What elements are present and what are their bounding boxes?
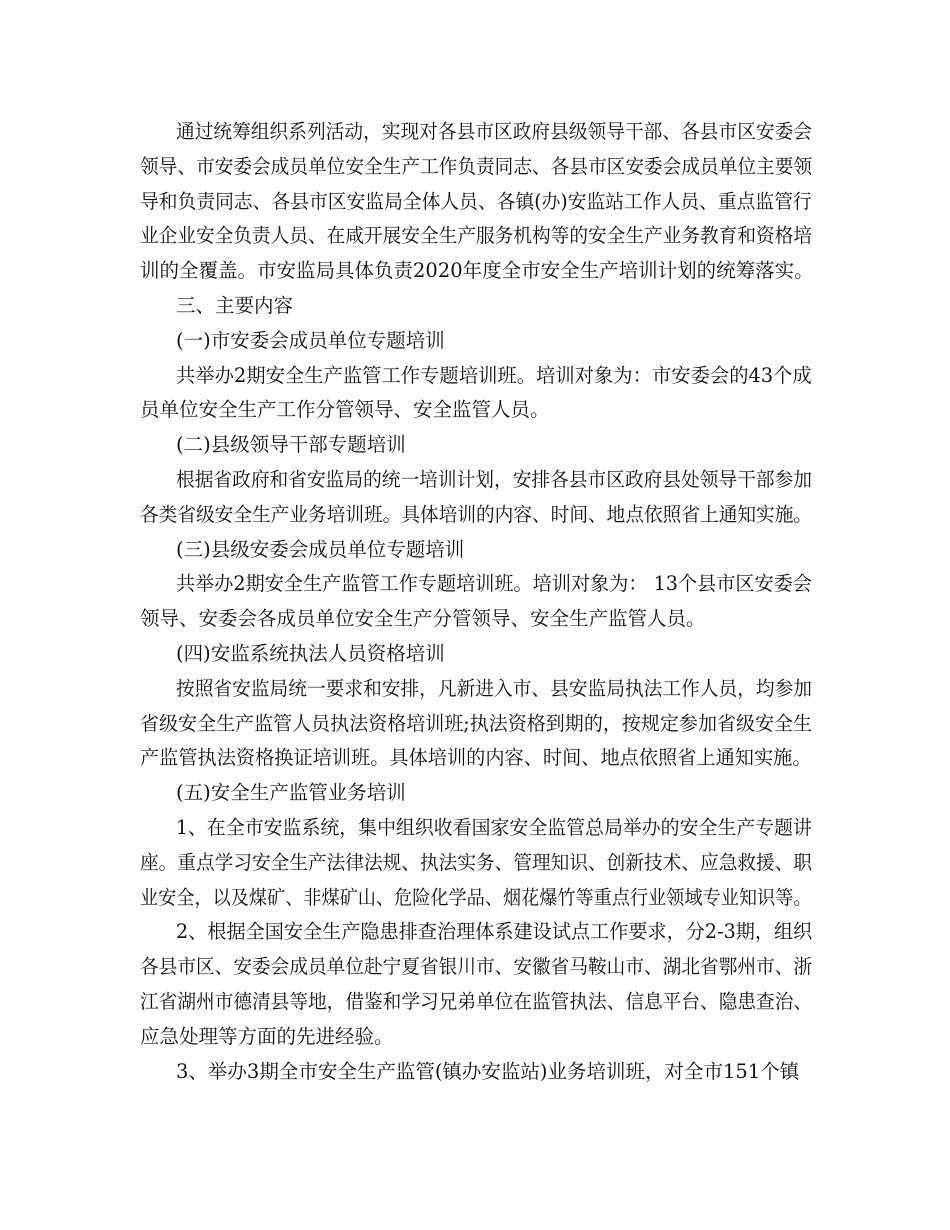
text-line: 省级安全生产监管人员执法资格培训班;执法资格到期的，按规定参加省级安全生 [140,712,813,735]
text-line: (三)县级安委会成员单位专题培训 [176,538,465,561]
text-line: (二)县级领导干部专题培训 [176,433,406,456]
text-line: 各类省级安全生产业务培训班。具体培训的内容、时间、地点依照省上通知实施。 [140,503,813,526]
text-line: 业安全，以及煤矿、非煤矿山、危险化学品、烟花爆竹等重点行业领域专业知识等。 [140,886,812,909]
text-line: (五)安全生产监管业务培训 [176,781,406,804]
text-line: 3、举办3期全市安全生产监管(镇办安监站)业务培训班，对全市151个镇 [176,1060,800,1083]
text-line: 按照省安监局统一要求和安排，凡新进入市、县安监局执法工作人员，均参加 [176,677,813,700]
text-line: 三、主要内容 [176,294,294,317]
text-line: 领导、安委会各成员单位安全生产分管领导、安全生产监管人员。 [140,607,706,630]
text-line: 员单位安全生产工作分管领导、安全监管人员。 [140,398,550,421]
text-line: 产监管执法资格换证培训班。具体培训的内容、时间、地点依照省上通知实施。 [140,746,812,769]
text-line: 业企业安全负责人员、在咸开展安全生产服务机构等的安全生产业务教育和资格培 [140,224,813,247]
text-line: 共举办2期安全生产监管工作专题培训班。培训对象为： 13个县市区安委会 [176,572,812,595]
text-line: 导和负责同志、各县市区安监局全体人员、各镇(办)安监站工作人员、重点监管行 [140,190,812,213]
text-line: 根据省政府和省安监局的统一培训计划，安排各县市区政府县处领导干部参加 [176,468,813,491]
text-line: 座。重点学习安全生产法律法规、执法实务、管理知识、创新技术、应急救援、职 [140,851,813,874]
text-line: 领导、市安委会成员单位安全生产工作负责同志、各县市区安委会成员单位主要领 [140,155,813,178]
text-line: 共举办2期安全生产监管工作专题培训班。培训对象为：市安委会的43个成 [176,364,812,387]
text-line: (四)安监系统执法人员资格培训 [176,642,445,665]
text-line: 训的全覆盖。市安监局具体负责2020年度全市安全生产培训计划的统筹落实。 [140,259,814,282]
text-line: 2、根据全国安全生产隐患排查治理体系建设试点工作要求，分2-3期，组织 [176,920,813,943]
text-line: 各县市区、安委会成员单位赴宁夏省银川市、安徽省马鞍山市、湖北省鄂州市、浙 [140,955,813,978]
text-line: 1、在全市安监系统，集中组织收看国家安全监管总局举办的安全生产专题讲 [176,816,812,839]
text-line: 应急处理等方面的先进经验。 [140,1025,394,1048]
text-line: 通过统筹组织系列活动，实现对各县市区政府县级领导干部、各县市区安委会 [176,120,813,143]
text-line: (一)市安委会成员单位专题培训 [176,329,445,352]
text-line: 江省湖州市德清县等地，借鉴和学习兄弟单位在监管执法、信息平台、隐患查治、 [140,990,813,1013]
